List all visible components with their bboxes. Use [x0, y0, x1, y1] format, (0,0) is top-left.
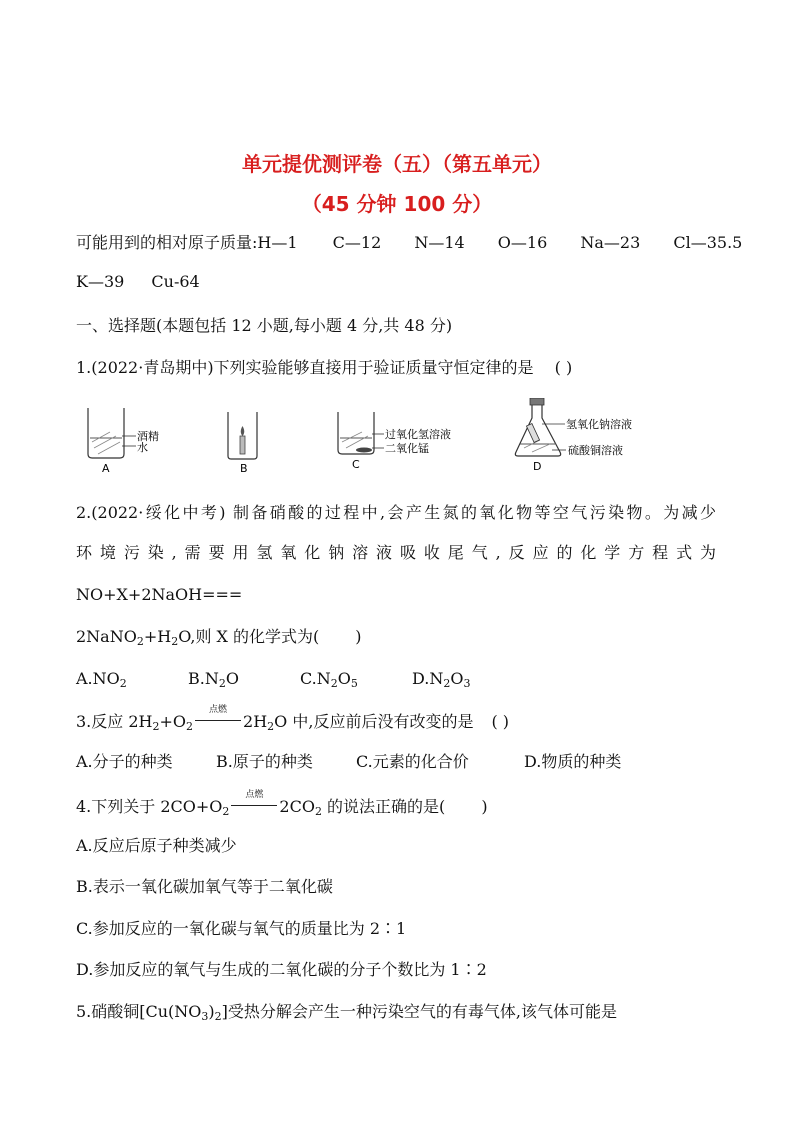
option-c[interactable]: C.元素的化合价 [356, 752, 469, 771]
mass-item: N—14 [414, 233, 465, 252]
q2-sub: 2 [136, 635, 144, 648]
answer-bracket: ( ) [491, 712, 510, 731]
fig-a-label: A [102, 462, 110, 475]
question-4-stem: 4.下列关于 $2CO+O_2$ 点燃 $2CO_2$ 的说法正确的是( ) [76, 790, 488, 818]
page-subtitle: （45 分钟 100 分） [301, 192, 493, 216]
label-a1: 酒精 [137, 430, 159, 443]
option-a[interactable]: A.反应后原子种类减少 [76, 836, 237, 855]
q2-eq-d: ) [355, 627, 362, 646]
q2-eq-b: +H [143, 627, 172, 646]
question-2-equation: NO+X+2NaOH=== [76, 585, 243, 604]
mass-item: Cu-64 [151, 272, 200, 291]
mass-item: C—12 [332, 233, 382, 252]
label-d1: 氢氧化钠溶液 [566, 418, 632, 431]
option-b[interactable]: B.原子的种类 [216, 752, 313, 771]
q1-figures [80, 398, 720, 488]
question-3-stem: 3.反应 $2H_2+O_2$ 点燃 $2H_2O$ 中,反应前后没有改变的是 ( ) [76, 705, 510, 733]
question-1-stem [76, 358, 572, 378]
apparatus-diagram [80, 398, 720, 488]
option-d[interactable]: $D.N_2O_3$ [412, 669, 471, 690]
question-2-line1: 2.(2022·绥化中考) 制备硝酸的过程中,会产生氮的氧化物等空气污染物。为减少 [76, 503, 716, 522]
q2-eq-c: O,则 X 的化学式为( [178, 627, 320, 646]
option-c[interactable]: $C.N_2O_5$ [300, 669, 358, 690]
fig-c-label: C [352, 458, 360, 471]
mass-item: Cl—35.5 [673, 233, 743, 252]
fig-d-label: D [533, 460, 542, 473]
reaction-condition: 点燃 [193, 712, 243, 732]
relative-masses-line1 [76, 233, 742, 253]
q2-sub: 2 [171, 635, 179, 648]
question-2-line4 [76, 627, 362, 652]
option-c[interactable]: C.参加反应的一氧化碳与氧气的质量比为 2∶1 [76, 919, 407, 938]
question-5-stem: 5.硝酸铜$[Cu(NO_3)_2]$受热分解会产生一种污染空气的有毒气体,该气体可能是 [76, 1002, 618, 1023]
mass-item: O—16 [497, 233, 548, 252]
option-b[interactable]: B.表示一氧化碳加氧气等于二氧化碳 [76, 877, 333, 896]
label-a2: 水 [137, 441, 148, 454]
q1-text: 1.(2022·青岛期中)下列实验能够直接用于验证质量守恒定律的是 [76, 358, 534, 377]
mass-item: K—39 [76, 272, 125, 291]
label-d2: 硫酸铜溶液 [568, 444, 623, 457]
question-3-options [76, 752, 621, 772]
apparatus-a [88, 408, 159, 475]
apparatus-c [338, 412, 451, 471]
option-d[interactable]: D.物质的种类 [524, 752, 622, 771]
option-d[interactable]: D.参加反应的氧气与生成的二氧化碳的分子个数比为 1∶2 [76, 960, 487, 979]
mass-item: Na—23 [580, 233, 641, 252]
answer-bracket: ( ) [554, 358, 573, 377]
reaction-condition: 点燃 [229, 797, 279, 817]
fig-b-label: B [240, 462, 248, 475]
option-b[interactable]: $B.N_2O$ [188, 669, 239, 690]
apparatus-b [228, 412, 257, 475]
mass-item: H—1 [257, 233, 298, 252]
relative-masses-line2 [76, 272, 200, 292]
question-2-line2: 环境污染,需要用氢氧化钠溶液吸收尾气,反应的化学方程式为 [76, 543, 716, 562]
page-title: 单元提优测评卷（五）（第五单元） [242, 152, 552, 176]
option-a[interactable]: $A.NO_2$ [76, 669, 127, 690]
label-c2: 二氧化锰 [385, 442, 429, 455]
section-heading: 一、选择题(本题包括 12 小题,每小题 4 分,共 48 分) [76, 316, 453, 335]
masses-intro: 可能用到的相对原子质量: [76, 233, 258, 252]
question-2-options [76, 669, 470, 694]
label-c1: 过氧化氢溶液 [385, 428, 451, 441]
option-a[interactable]: A.分子的种类 [76, 752, 173, 771]
apparatus-d [515, 398, 632, 473]
q2-eq-a: 2NaNO [76, 627, 137, 646]
